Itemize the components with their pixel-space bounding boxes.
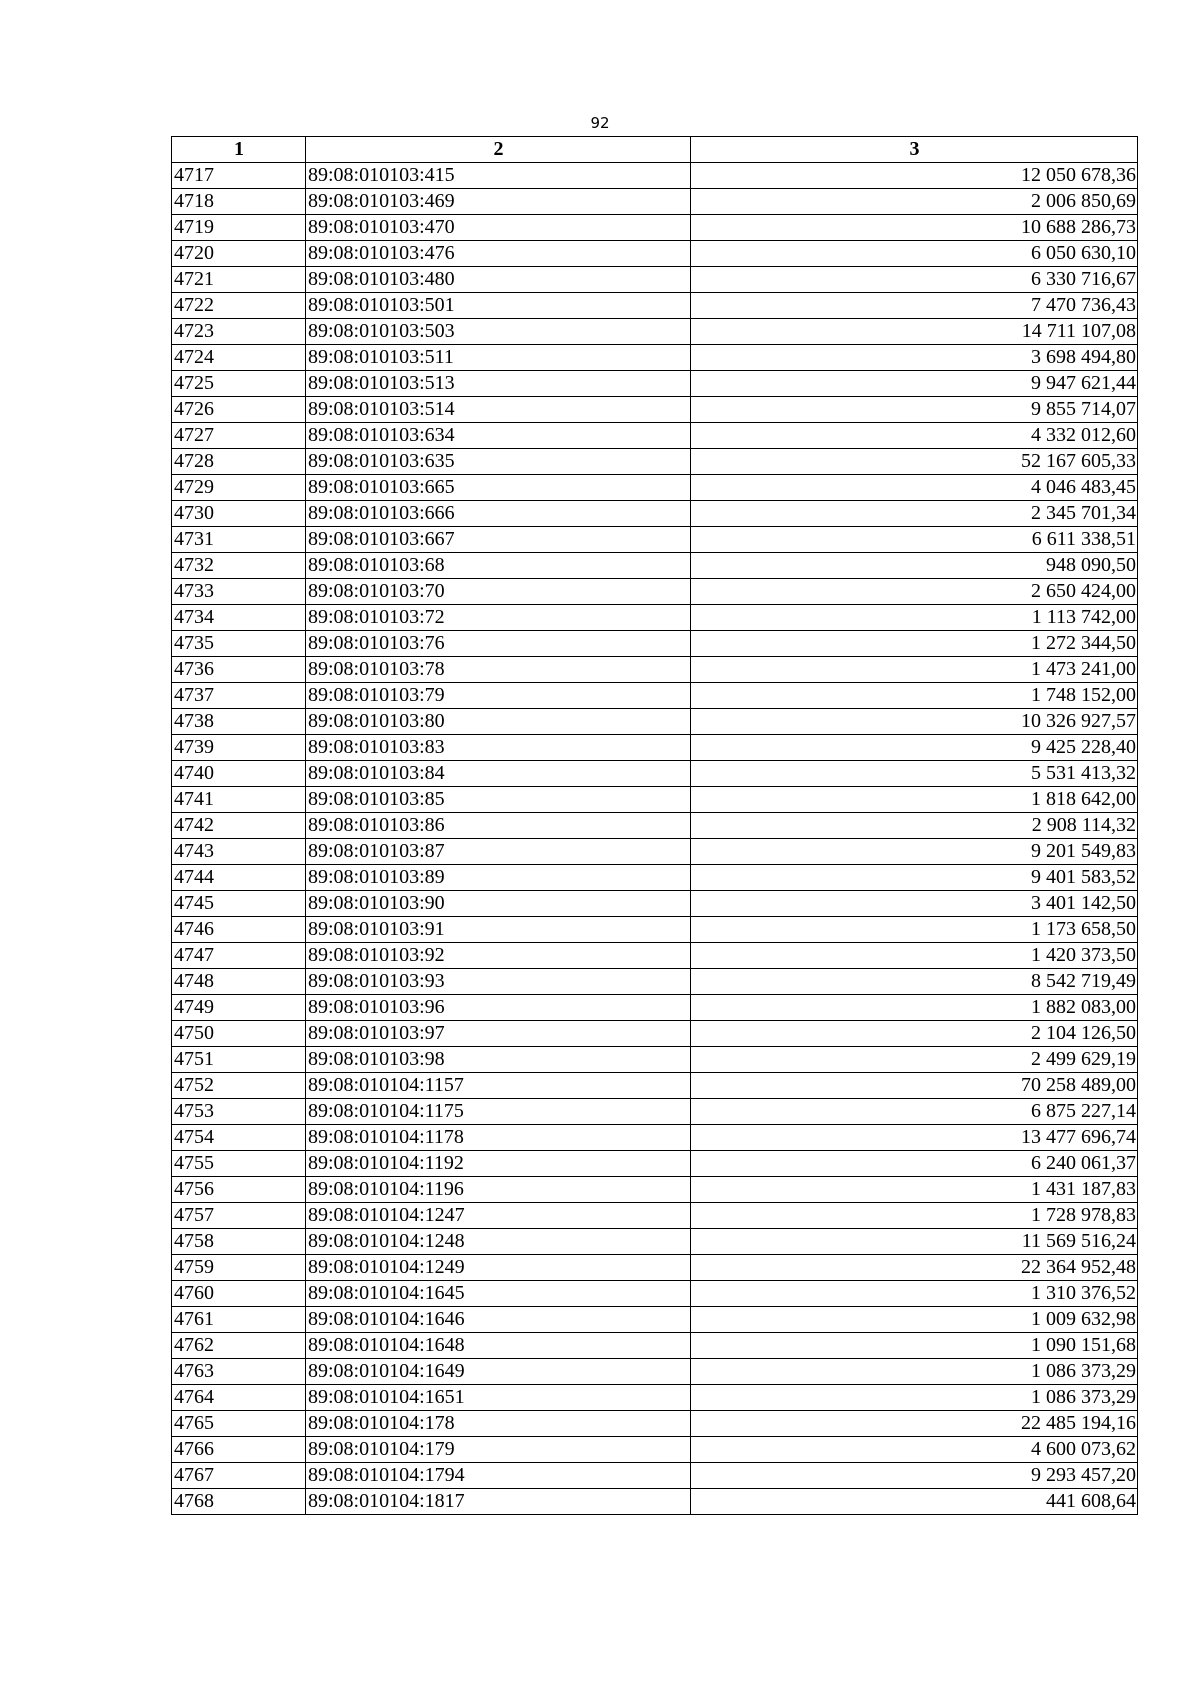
table-row <box>172 1437 1138 1463</box>
cadastral-number-cell: 89:08:010104:1178 <box>306 1125 691 1151</box>
row-index-cell: 4737 <box>172 683 306 709</box>
cadastral-number-cell: 89:08:010104:1157 <box>306 1073 691 1099</box>
cadastral-number-cell: 89:08:010103:72 <box>306 605 691 631</box>
value-cell: 9 201 549,83 <box>691 839 1138 865</box>
cadastral-number-cell: 89:08:010103:511 <box>306 345 691 371</box>
value-cell: 1 009 632,98 <box>691 1307 1138 1333</box>
column-header-cadastral-number: 2 <box>306 137 691 163</box>
value-cell: 11 569 516,24 <box>691 1229 1138 1255</box>
cadastral-number-cell: 89:08:010104:1794 <box>306 1463 691 1489</box>
row-index-cell: 4762 <box>172 1333 306 1359</box>
cadastral-number-cell: 89:08:010103:503 <box>306 319 691 345</box>
table-row <box>172 917 1138 943</box>
cadastral-number-cell: 89:08:010104:1648 <box>306 1333 691 1359</box>
value-cell: 1 818 642,00 <box>691 787 1138 813</box>
table-row <box>172 631 1138 657</box>
table-row <box>172 449 1138 475</box>
row-index-cell: 4754 <box>172 1125 306 1151</box>
table-row <box>172 865 1138 891</box>
table-row <box>172 553 1138 579</box>
row-index-cell: 4734 <box>172 605 306 631</box>
cadastral-number-cell: 89:08:010103:87 <box>306 839 691 865</box>
row-index-cell: 4743 <box>172 839 306 865</box>
table-row <box>172 1073 1138 1099</box>
row-index-cell: 4720 <box>172 241 306 267</box>
table-row <box>172 657 1138 683</box>
table-row <box>172 1385 1138 1411</box>
cadastral-number-cell: 89:08:010104:1817 <box>306 1489 691 1515</box>
cadastral-number-cell: 89:08:010103:96 <box>306 995 691 1021</box>
cadastral-number-cell: 89:08:010103:86 <box>306 813 691 839</box>
cadastral-number-cell: 89:08:010104:1175 <box>306 1099 691 1125</box>
cadastral-number-cell: 89:08:010103:76 <box>306 631 691 657</box>
value-cell: 6 050 630,10 <box>691 241 1138 267</box>
table-row <box>172 1333 1138 1359</box>
column-header-index: 1 <box>172 137 306 163</box>
table-row <box>172 735 1138 761</box>
column-header-value: 3 <box>691 137 1138 163</box>
cadastral-number-cell: 89:08:010103:667 <box>306 527 691 553</box>
value-cell: 1 748 152,00 <box>691 683 1138 709</box>
cadastral-number-cell: 89:08:010103:469 <box>306 189 691 215</box>
value-cell: 70 258 489,00 <box>691 1073 1138 1099</box>
table-row <box>172 215 1138 241</box>
cadastral-number-cell: 89:08:010103:98 <box>306 1047 691 1073</box>
value-cell: 52 167 605,33 <box>691 449 1138 475</box>
row-index-cell: 4751 <box>172 1047 306 1073</box>
table-row <box>172 1021 1138 1047</box>
row-index-cell: 4756 <box>172 1177 306 1203</box>
cadastral-number-cell: 89:08:010103:415 <box>306 163 691 189</box>
table-row <box>172 891 1138 917</box>
table-row <box>172 267 1138 293</box>
cadastral-number-cell: 89:08:010104:178 <box>306 1411 691 1437</box>
row-index-cell: 4741 <box>172 787 306 813</box>
cadastral-number-cell: 89:08:010103:665 <box>306 475 691 501</box>
table-body <box>172 163 1138 1515</box>
table-row <box>172 995 1138 1021</box>
value-cell: 10 326 927,57 <box>691 709 1138 735</box>
table-row <box>172 475 1138 501</box>
row-index-cell: 4764 <box>172 1385 306 1411</box>
row-index-cell: 4732 <box>172 553 306 579</box>
table-row <box>172 1125 1138 1151</box>
cadastral-number-cell: 89:08:010103:501 <box>306 293 691 319</box>
row-index-cell: 4753 <box>172 1099 306 1125</box>
row-index-cell: 4724 <box>172 345 306 371</box>
value-cell: 2 006 850,69 <box>691 189 1138 215</box>
value-cell: 1 431 187,83 <box>691 1177 1138 1203</box>
value-cell: 12 050 678,36 <box>691 163 1138 189</box>
value-cell: 6 330 716,67 <box>691 267 1138 293</box>
value-cell: 7 470 736,43 <box>691 293 1138 319</box>
cadastral-number-cell: 89:08:010104:1196 <box>306 1177 691 1203</box>
row-index-cell: 4740 <box>172 761 306 787</box>
cadastral-number-cell: 89:08:010103:476 <box>306 241 691 267</box>
table-row <box>172 1489 1138 1515</box>
table-row <box>172 1359 1138 1385</box>
table-row <box>172 1463 1138 1489</box>
row-index-cell: 4728 <box>172 449 306 475</box>
value-cell: 4 332 012,60 <box>691 423 1138 449</box>
row-index-cell: 4730 <box>172 501 306 527</box>
table-row <box>172 787 1138 813</box>
table-row <box>172 1411 1138 1437</box>
table-row <box>172 397 1138 423</box>
table-row <box>172 579 1138 605</box>
cadastral-number-cell: 89:08:010103:89 <box>306 865 691 891</box>
value-cell: 1 090 151,68 <box>691 1333 1138 1359</box>
cadastral-number-cell: 89:08:010103:93 <box>306 969 691 995</box>
row-index-cell: 4739 <box>172 735 306 761</box>
cadastral-number-cell: 89:08:010103:70 <box>306 579 691 605</box>
table-row <box>172 605 1138 631</box>
cadastral-number-cell: 89:08:010103:666 <box>306 501 691 527</box>
value-cell: 948 090,50 <box>691 553 1138 579</box>
row-index-cell: 4731 <box>172 527 306 553</box>
value-cell: 1 310 376,52 <box>691 1281 1138 1307</box>
value-cell: 9 855 714,07 <box>691 397 1138 423</box>
table-row <box>172 683 1138 709</box>
cadastral-number-cell: 89:08:010104:1646 <box>306 1307 691 1333</box>
row-index-cell: 4760 <box>172 1281 306 1307</box>
value-cell: 2 908 114,32 <box>691 813 1138 839</box>
value-cell: 9 401 583,52 <box>691 865 1138 891</box>
row-index-cell: 4748 <box>172 969 306 995</box>
row-index-cell: 4761 <box>172 1307 306 1333</box>
cadastral-number-cell: 89:08:010103:634 <box>306 423 691 449</box>
value-cell: 2 499 629,19 <box>691 1047 1138 1073</box>
table-row <box>172 839 1138 865</box>
table-row <box>172 709 1138 735</box>
row-index-cell: 4755 <box>172 1151 306 1177</box>
table-row <box>172 501 1138 527</box>
value-cell: 8 542 719,49 <box>691 969 1138 995</box>
cadastral-number-cell: 89:08:010104:1248 <box>306 1229 691 1255</box>
row-index-cell: 4742 <box>172 813 306 839</box>
table-row <box>172 527 1138 553</box>
cadastral-number-cell: 89:08:010103:480 <box>306 267 691 293</box>
cadastral-number-cell: 89:08:010103:68 <box>306 553 691 579</box>
cadastral-number-cell: 89:08:010104:1249 <box>306 1255 691 1281</box>
value-cell: 1 728 978,83 <box>691 1203 1138 1229</box>
value-cell: 441 608,64 <box>691 1489 1138 1515</box>
row-index-cell: 4729 <box>172 475 306 501</box>
value-cell: 22 485 194,16 <box>691 1411 1138 1437</box>
table-row <box>172 813 1138 839</box>
row-index-cell: 4757 <box>172 1203 306 1229</box>
row-index-cell: 4750 <box>172 1021 306 1047</box>
table-row <box>172 761 1138 787</box>
table-row <box>172 1099 1138 1125</box>
row-index-cell: 4746 <box>172 917 306 943</box>
table-row <box>172 1281 1138 1307</box>
cadastral-number-cell: 89:08:010103:92 <box>306 943 691 969</box>
cadastral-number-cell: 89:08:010103:514 <box>306 397 691 423</box>
row-index-cell: 4758 <box>172 1229 306 1255</box>
value-cell: 1 272 344,50 <box>691 631 1138 657</box>
value-cell: 4 046 483,45 <box>691 475 1138 501</box>
cadastral-number-cell: 89:08:010103:97 <box>306 1021 691 1047</box>
value-cell: 22 364 952,48 <box>691 1255 1138 1281</box>
cadastral-number-cell: 89:08:010103:85 <box>306 787 691 813</box>
cadastral-value-table <box>171 136 1138 1515</box>
row-index-cell: 4765 <box>172 1411 306 1437</box>
row-index-cell: 4726 <box>172 397 306 423</box>
cadastral-number-cell: 89:08:010104:1651 <box>306 1385 691 1411</box>
cadastral-number-cell: 89:08:010103:78 <box>306 657 691 683</box>
value-cell: 2 650 424,00 <box>691 579 1138 605</box>
row-index-cell: 4767 <box>172 1463 306 1489</box>
table-row <box>172 969 1138 995</box>
value-cell: 10 688 286,73 <box>691 215 1138 241</box>
row-index-cell: 4747 <box>172 943 306 969</box>
row-index-cell: 4736 <box>172 657 306 683</box>
row-index-cell: 4721 <box>172 267 306 293</box>
table-row <box>172 1151 1138 1177</box>
value-cell: 9 425 228,40 <box>691 735 1138 761</box>
header-row <box>172 137 1138 163</box>
value-cell: 4 600 073,62 <box>691 1437 1138 1463</box>
value-cell: 6 611 338,51 <box>691 527 1138 553</box>
cadastral-number-cell: 89:08:010103:513 <box>306 371 691 397</box>
row-index-cell: 4733 <box>172 579 306 605</box>
value-cell: 1 473 241,00 <box>691 657 1138 683</box>
table-row <box>172 163 1138 189</box>
value-cell: 5 531 413,32 <box>691 761 1138 787</box>
row-index-cell: 4745 <box>172 891 306 917</box>
cadastral-number-cell: 89:08:010104:179 <box>306 1437 691 1463</box>
page-number: 92 <box>590 114 610 132</box>
cadastral-number-cell: 89:08:010103:91 <box>306 917 691 943</box>
table-row <box>172 189 1138 215</box>
value-cell: 1 173 658,50 <box>691 917 1138 943</box>
table-row <box>172 423 1138 449</box>
table-row <box>172 1177 1138 1203</box>
value-cell: 3 401 142,50 <box>691 891 1138 917</box>
cadastral-number-cell: 89:08:010104:1192 <box>306 1151 691 1177</box>
value-cell: 2 104 126,50 <box>691 1021 1138 1047</box>
value-cell: 13 477 696,74 <box>691 1125 1138 1151</box>
table-row <box>172 1203 1138 1229</box>
value-cell: 2 345 701,34 <box>691 501 1138 527</box>
cadastral-number-cell: 89:08:010103:80 <box>306 709 691 735</box>
value-cell: 9 947 621,44 <box>691 371 1138 397</box>
cadastral-number-cell: 89:08:010104:1649 <box>306 1359 691 1385</box>
cadastral-number-cell: 89:08:010103:470 <box>306 215 691 241</box>
table-header <box>172 137 1138 163</box>
row-index-cell: 4723 <box>172 319 306 345</box>
row-index-cell: 4727 <box>172 423 306 449</box>
row-index-cell: 4766 <box>172 1437 306 1463</box>
row-index-cell: 4759 <box>172 1255 306 1281</box>
row-index-cell: 4718 <box>172 189 306 215</box>
value-cell: 1 882 083,00 <box>691 995 1138 1021</box>
value-cell: 1 420 373,50 <box>691 943 1138 969</box>
row-index-cell: 4752 <box>172 1073 306 1099</box>
cadastral-number-cell: 89:08:010104:1247 <box>306 1203 691 1229</box>
row-index-cell: 4744 <box>172 865 306 891</box>
table-row <box>172 1229 1138 1255</box>
value-cell: 9 293 457,20 <box>691 1463 1138 1489</box>
cadastral-number-cell: 89:08:010103:635 <box>306 449 691 475</box>
cadastral-number-cell: 89:08:010103:84 <box>306 761 691 787</box>
cadastral-number-cell: 89:08:010103:83 <box>306 735 691 761</box>
cadastral-number-cell: 89:08:010104:1645 <box>306 1281 691 1307</box>
row-index-cell: 4738 <box>172 709 306 735</box>
row-index-cell: 4722 <box>172 293 306 319</box>
row-index-cell: 4735 <box>172 631 306 657</box>
table-row <box>172 319 1138 345</box>
row-index-cell: 4717 <box>172 163 306 189</box>
table-row <box>172 293 1138 319</box>
value-cell: 3 698 494,80 <box>691 345 1138 371</box>
row-index-cell: 4749 <box>172 995 306 1021</box>
cadastral-number-cell: 89:08:010103:90 <box>306 891 691 917</box>
value-cell: 14 711 107,08 <box>691 319 1138 345</box>
table-row <box>172 345 1138 371</box>
value-cell: 1 113 742,00 <box>691 605 1138 631</box>
value-cell: 6 240 061,37 <box>691 1151 1138 1177</box>
value-cell: 6 875 227,14 <box>691 1099 1138 1125</box>
row-index-cell: 4763 <box>172 1359 306 1385</box>
value-cell: 1 086 373,29 <box>691 1359 1138 1385</box>
table-row <box>172 943 1138 969</box>
cadastral-number-cell: 89:08:010103:79 <box>306 683 691 709</box>
value-cell: 1 086 373,29 <box>691 1385 1138 1411</box>
table-row <box>172 1047 1138 1073</box>
table-row <box>172 241 1138 267</box>
row-index-cell: 4719 <box>172 215 306 241</box>
table-row <box>172 1255 1138 1281</box>
table-row <box>172 371 1138 397</box>
row-index-cell: 4768 <box>172 1489 306 1515</box>
table-row <box>172 1307 1138 1333</box>
row-index-cell: 4725 <box>172 371 306 397</box>
